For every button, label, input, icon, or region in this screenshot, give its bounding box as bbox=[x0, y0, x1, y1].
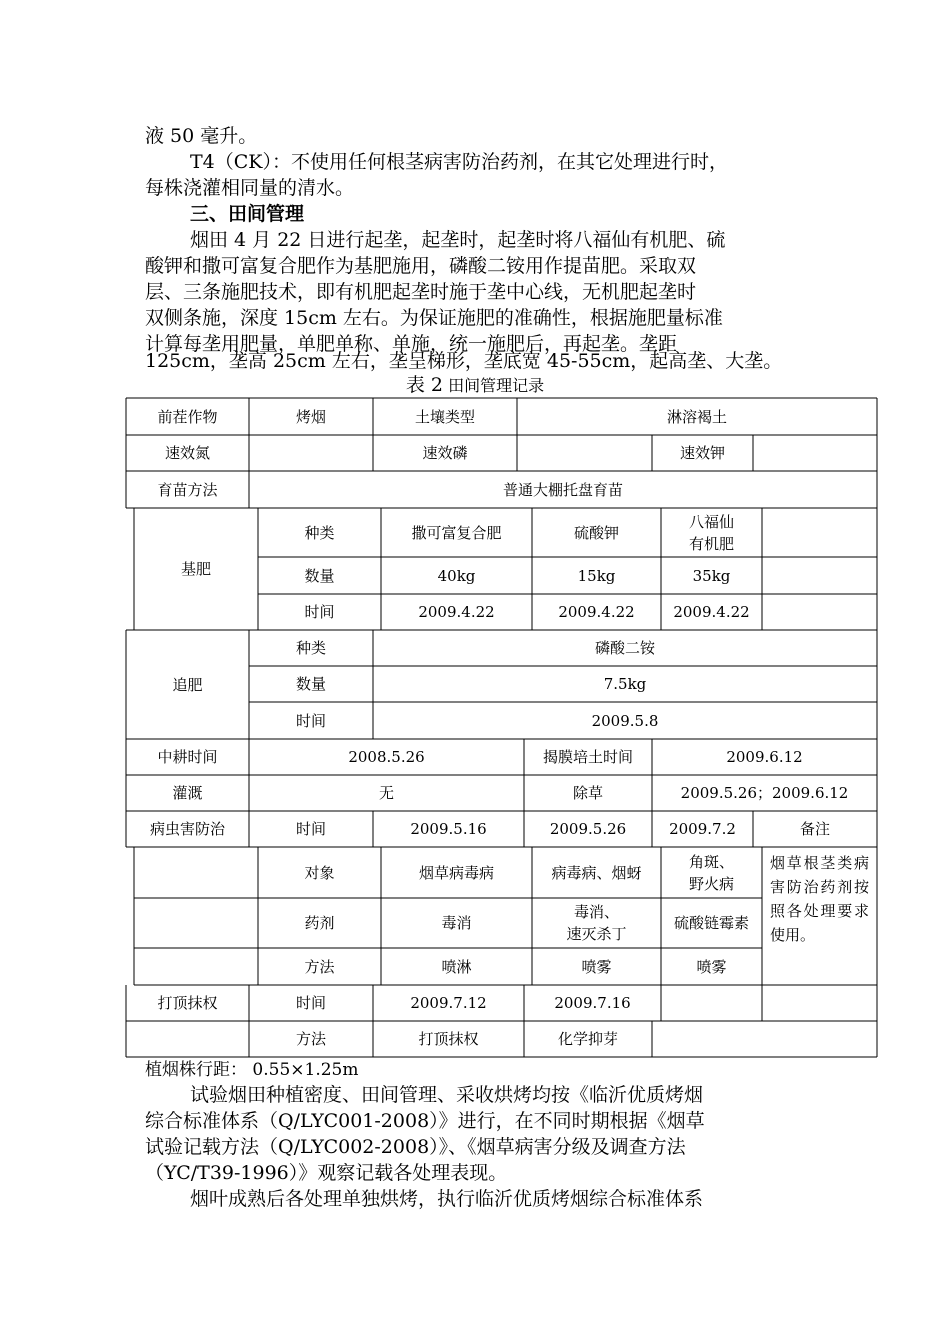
paragraph-line: 液 50 毫升。 bbox=[145, 125, 258, 147]
paragraph-line: 125cm，垄高 25cm 左右，垄呈梯形，垄底宽 45-55cm，起高垄、大垄。 bbox=[145, 350, 783, 372]
cell-label-intertill: 中耕时间 bbox=[157, 748, 218, 766]
paragraph-line: 综合标准体系（Q/LYC001-2008）》进行，在不同时期根据《烟草 bbox=[145, 1110, 705, 1132]
cell-value: 化学抑芽 bbox=[557, 1030, 618, 1048]
cell-value: 2009.7.2 bbox=[669, 820, 736, 838]
cell-value: 2009.5.16 bbox=[410, 820, 487, 838]
paragraph-line: 酸钾和撒可富复合肥作为基肥施用，磷酸二铵用作提苗肥。采取双 bbox=[145, 255, 697, 277]
cell-value bbox=[762, 985, 877, 1021]
cell-value: 喷雾 bbox=[696, 957, 727, 976]
cell-value: 磷酸二铵 bbox=[594, 639, 655, 657]
paragraph-line: 双侧条施，深度 15cm 左右。为保证施肥的准确性，根据施肥量标准 bbox=[145, 307, 723, 329]
paragraph-line: 试验记载方法（Q/LYC002-2008）》、《烟草病害分级及调查方法 bbox=[145, 1136, 686, 1158]
planting-spacing: 植烟株行距： 0.55×1.25m bbox=[145, 1060, 359, 1080]
cell-label-time: 时间 bbox=[295, 820, 326, 838]
paragraph-line: 计算每垄用肥量，单肥单称、单施，统一施肥后，再起垄。垄距 bbox=[145, 333, 678, 355]
paragraph-line: 每株浇灌相同量的清水。 bbox=[145, 177, 355, 199]
cell-value: 2009.4.22 bbox=[418, 603, 495, 621]
cell-value: 2009.5.26；2009.6.12 bbox=[680, 784, 849, 802]
paragraph-line: 烟叶成熟后各处理单独烘烤，执行临沂优质烤烟综合标准体系 bbox=[190, 1188, 704, 1210]
paragraph-line: 烟田 4 月 22 日进行起垄，起垄时，起垄时将八福仙有机肥、硫 bbox=[190, 229, 726, 251]
cell-label-time: 时间 bbox=[295, 994, 326, 1012]
cell-label-agent: 药剂 bbox=[304, 914, 335, 932]
cell-value-available-p bbox=[517, 435, 652, 471]
cell-value bbox=[652, 1021, 877, 1057]
cell-label-available-k: 速效钾 bbox=[679, 444, 725, 462]
paragraph-line: 层、三条施肥技术，即有机肥起垄时施于垄中心线，无机肥起垄时 bbox=[145, 281, 697, 303]
cell-value-available-n bbox=[249, 435, 373, 471]
cell-value: 2009.5.26 bbox=[549, 820, 627, 838]
cell-label-seedling-method: 育苗方法 bbox=[157, 480, 218, 499]
cell-value-previous-crop: 烤烟 bbox=[295, 407, 326, 426]
cell-value bbox=[762, 594, 877, 630]
caption-number: 表 2 bbox=[405, 374, 444, 396]
cell-label-available-p: 速效磷 bbox=[422, 444, 468, 462]
paragraph-line: （YC/T39-1996）》观察记载各处理表现。 bbox=[145, 1162, 508, 1184]
cell-label-type: 种类 bbox=[295, 639, 326, 657]
cell-value bbox=[762, 557, 877, 594]
cell-value-available-k bbox=[753, 435, 877, 471]
paragraph-line: 试验烟田种植密度、田间管理、采收烘烤均按《临沂优质烤烟 bbox=[190, 1084, 704, 1106]
paragraph-line: T4（CK）：不使用任何根茎病害防治药剂，在其它处理进行时， bbox=[190, 151, 728, 173]
cell-value: 2009.5.8 bbox=[591, 711, 659, 730]
cell-value: 硫酸钾 bbox=[573, 523, 619, 542]
cell-value: 无 bbox=[378, 784, 394, 802]
cell-label-pest-control: 病虫害防治 bbox=[149, 820, 225, 838]
cell-value: 病毒病、烟蚜 bbox=[551, 863, 642, 882]
cell-label-remarks: 备注 bbox=[799, 820, 830, 838]
cell-value: 2009.7.16 bbox=[554, 994, 631, 1012]
cell-value-soil-type: 淋溶褐土 bbox=[666, 407, 727, 426]
section-heading: 三、田间管理 bbox=[190, 203, 305, 225]
cell-value: 喷雾 bbox=[581, 957, 612, 976]
cell-label-available-n: 速效氮 bbox=[164, 444, 210, 462]
cell-value: 2009.7.12 bbox=[410, 994, 487, 1012]
cell-value: 烟草病毒病 bbox=[418, 863, 494, 882]
cell-label-weeding: 除草 bbox=[572, 784, 603, 802]
cell-label-irrigation: 灌溉 bbox=[172, 784, 203, 802]
cell-value: 角斑、 野火病 bbox=[688, 852, 734, 893]
cell-value: 2009.6.12 bbox=[726, 748, 803, 766]
cell-label-topping: 打顶抹权 bbox=[157, 994, 218, 1012]
cell-label-target: 对象 bbox=[304, 863, 335, 882]
cell-value: 喷淋 bbox=[441, 957, 472, 976]
cell-value: 毒消、 速灭杀丁 bbox=[566, 903, 627, 943]
cell-label-film-removal: 揭膜培土时间 bbox=[542, 748, 633, 766]
cell-value bbox=[762, 508, 877, 557]
cell-value-seedling-method: 普通大棚托盘育苗 bbox=[502, 480, 623, 499]
cell-value: 打顶抹权 bbox=[418, 1030, 479, 1048]
cell-value: 7.5kg bbox=[603, 675, 647, 693]
cell-value: 2009.4.22 bbox=[673, 603, 750, 621]
cell-value: 40kg bbox=[437, 566, 476, 585]
cell-label-amount: 数量 bbox=[295, 675, 326, 693]
cell-label-previous-crop: 前茬作物 bbox=[157, 407, 218, 426]
cell-value: 2008.5.26 bbox=[348, 748, 425, 766]
cell-label-amount: 数量 bbox=[304, 566, 335, 585]
cell-value: 2009.4.22 bbox=[558, 603, 635, 621]
cell-value: 硫酸链霉素 bbox=[673, 914, 749, 932]
cell-value bbox=[661, 985, 762, 1021]
cell-label-base-fertilizer: 基肥 bbox=[180, 560, 211, 578]
caption-title: 田间管理记录 bbox=[448, 376, 545, 395]
cell-value: 八福仙 有机肥 bbox=[688, 512, 734, 553]
cell-label-soil-type: 土壤类型 bbox=[414, 407, 475, 426]
cell-remarks-note: 烟草根茎类病害防治药剂按照各处理要求使用。 bbox=[770, 854, 869, 944]
cell-value: 15kg bbox=[577, 566, 616, 585]
cell-value: 撒可富复合肥 bbox=[411, 523, 502, 542]
cell-label-time: 时间 bbox=[295, 711, 326, 730]
cell-value: 35kg bbox=[692, 566, 731, 585]
cell-value: 毒消 bbox=[441, 914, 472, 932]
cell-label-type: 种类 bbox=[304, 523, 335, 542]
cell-label-time: 时间 bbox=[304, 603, 335, 621]
cell-label-topdress: 追肥 bbox=[172, 675, 203, 694]
cell-label-method: 方法 bbox=[295, 1030, 326, 1048]
cell-label-method: 方法 bbox=[304, 957, 335, 976]
